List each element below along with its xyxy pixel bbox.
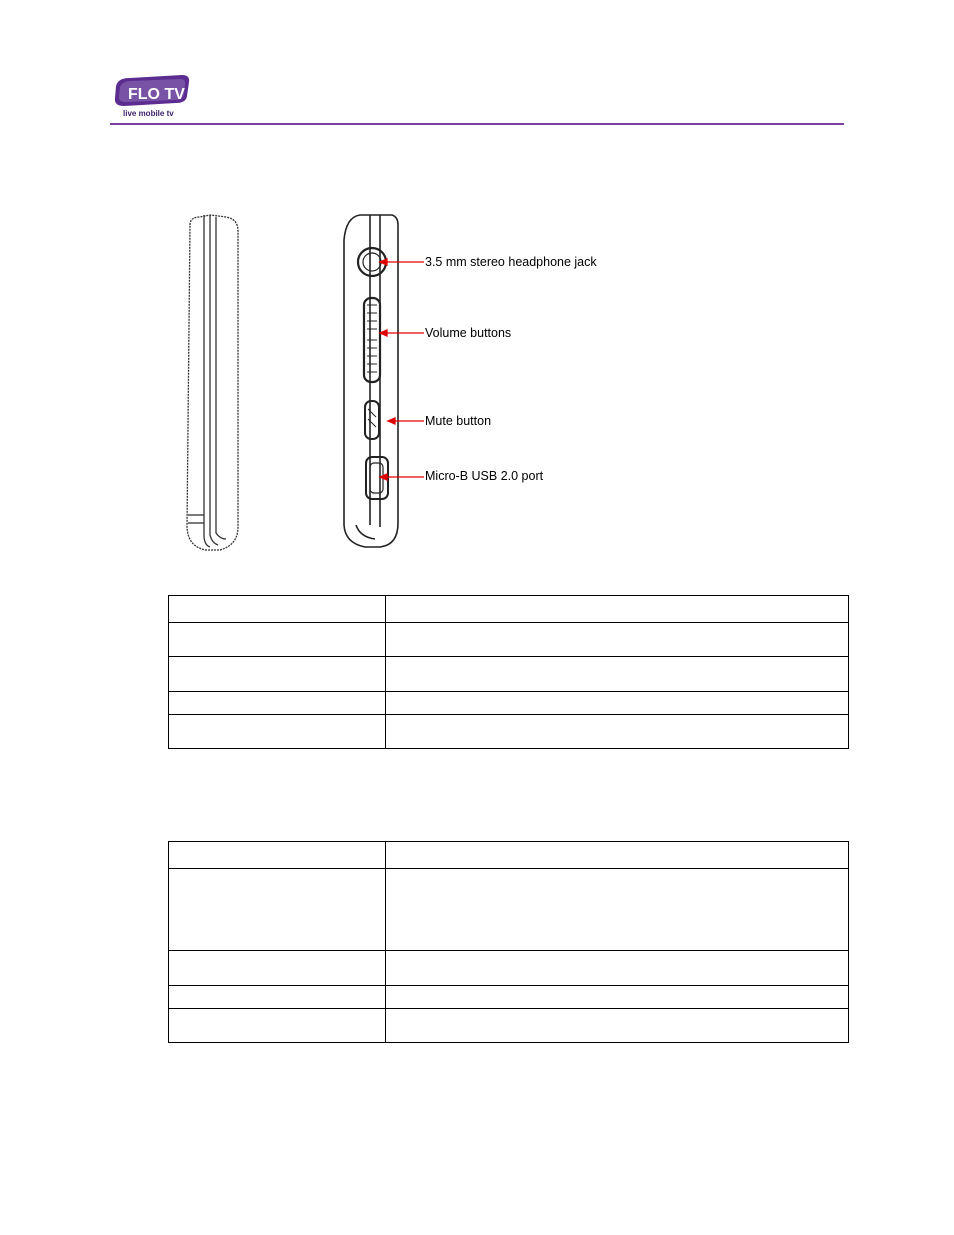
logo-tagline: live mobile tv — [123, 109, 174, 118]
mute-button-shape — [365, 401, 379, 439]
table-cell — [169, 951, 386, 986]
flo-tv-logo — [108, 72, 194, 122]
callout-arrows — [380, 259, 424, 480]
table-cell — [386, 715, 849, 749]
device-left-profile — [187, 215, 238, 550]
spec-table-1 — [168, 595, 849, 749]
logo-text: FLO TV — [128, 86, 185, 103]
table-row — [169, 692, 849, 715]
table-cell — [169, 1009, 386, 1043]
table-row — [169, 951, 849, 986]
table-cell — [386, 986, 849, 1009]
table-cell — [169, 692, 386, 715]
flo-tv-logo-mark — [108, 72, 194, 112]
table-row — [169, 869, 849, 951]
device-right-profile — [344, 215, 398, 547]
spec-table-2 — [168, 841, 849, 1043]
table-cell — [169, 715, 386, 749]
table-cell — [386, 623, 849, 657]
table-cell — [386, 869, 849, 951]
callout-headphone-jack: 3.5 mm stereo headphone jack — [425, 255, 597, 269]
table-row — [169, 842, 849, 869]
table-cell — [169, 623, 386, 657]
callout-usb-port: Micro-B USB 2.0 port — [425, 469, 544, 483]
table-cell — [169, 657, 386, 692]
table-row — [169, 986, 849, 1009]
header-divider — [110, 123, 844, 125]
table-row — [169, 657, 849, 692]
table-cell — [169, 842, 386, 869]
table-cell — [386, 951, 849, 986]
table-row — [169, 1009, 849, 1043]
callout-mute-button: Mute button — [425, 414, 492, 428]
table-cell — [386, 692, 849, 715]
table-cell — [386, 842, 849, 869]
table-cell — [386, 657, 849, 692]
table-row — [169, 715, 849, 749]
table-cell — [169, 986, 386, 1009]
table-row — [169, 596, 849, 623]
callout-volume-buttons: Volume buttons — [425, 326, 512, 340]
table-cell — [386, 1009, 849, 1043]
table-row — [169, 623, 849, 657]
table-cell — [386, 596, 849, 623]
table-cell — [169, 869, 386, 951]
table-cell — [169, 596, 386, 623]
